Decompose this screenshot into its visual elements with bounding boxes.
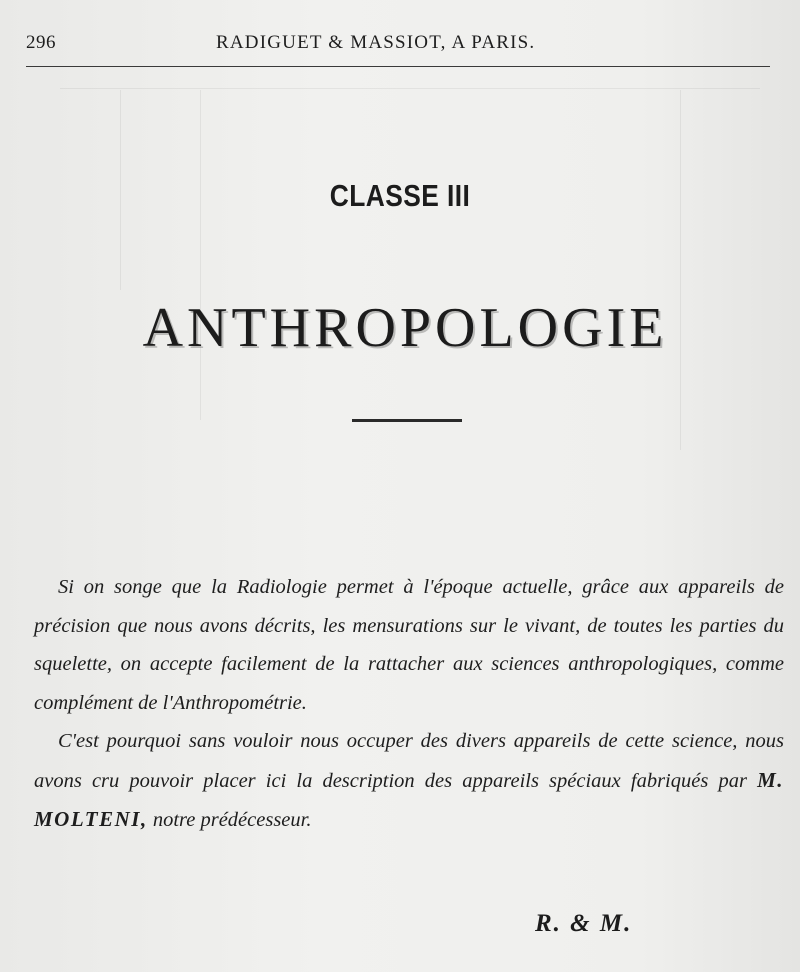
page-number: 296 bbox=[26, 32, 56, 53]
paragraph-molteni-end: notre prédécesseur. bbox=[152, 809, 312, 831]
bleed-through-rule bbox=[200, 90, 201, 420]
section-title: ANTHROPOLOGIE bbox=[142, 297, 668, 359]
bleed-through-rule bbox=[60, 88, 760, 89]
header-title: RADIGUET & MASSIOT, A PARIS. bbox=[216, 32, 536, 53]
title-divider bbox=[352, 419, 462, 422]
bleed-through-rule bbox=[680, 90, 681, 450]
paragraph-radiology: Si on songe que la Radiologie permet à l'époque actuelle, grâce aux appareils de précision que nous avons décrits, les mensurations sur le vivant, de toutes les parties du squelette, on accepte facilement de la rattacher aux sciences anthropologiques, comme complément de l'Anthropométrie. bbox=[34, 576, 784, 714]
body-text bbox=[34, 568, 784, 840]
paragraph-molteni bbox=[34, 722, 784, 840]
header-divider bbox=[26, 66, 770, 67]
class-heading: CLASSE III bbox=[329, 178, 471, 213]
running-head bbox=[26, 28, 770, 58]
maker-name: M. MOLTENI, bbox=[34, 767, 784, 831]
paragraph-molteni-text: C'est pourquoi sans vouloir nous occuper des divers appareils de cette science, nous avons cru pouvoir placer ici la description des appareils spéciaux fabriqués par bbox=[34, 730, 784, 792]
signature: R. & M. bbox=[535, 910, 633, 937]
